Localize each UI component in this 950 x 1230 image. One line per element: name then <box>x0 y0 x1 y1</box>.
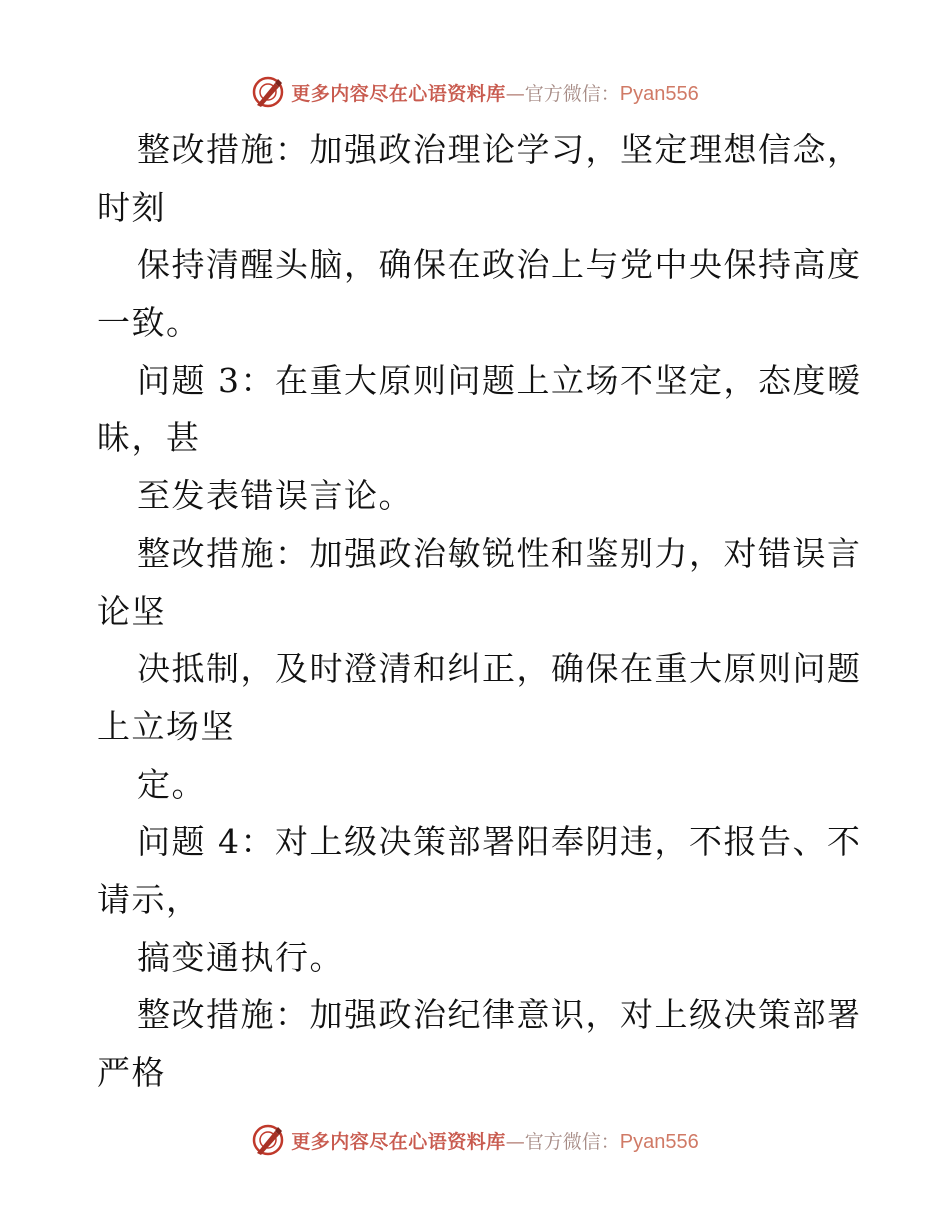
pen-logo-icon <box>251 75 285 109</box>
watermark-dash: — <box>505 82 525 105</box>
text-line: 至发表错误言论。 <box>137 476 413 516</box>
header-watermark <box>0 72 950 112</box>
text-line: 定。 <box>137 764 206 804</box>
text-line: 整改措施：加强政治敏锐性和鉴别力，对错误言 <box>137 533 862 573</box>
text-line: 一致。 <box>97 303 201 343</box>
text-line: 请示， <box>97 879 201 919</box>
text-line: 整改措施：加强政治纪律意识，对上级决策部署 <box>137 995 862 1035</box>
text-line: 整改措施：加强政治理论学习，坚定理想信念， <box>137 130 862 169</box>
text-line: 保持清醒头脑，确保在政治上与党中央保持高度 <box>137 245 862 285</box>
watermark-brand: 更多内容尽在心语资料库 <box>291 82 506 105</box>
watermark-wechat-id: Pyan556 <box>619 82 699 105</box>
watermark-wechat-id: Pyan556 <box>619 1130 699 1153</box>
text-line: 严格 <box>97 1053 166 1092</box>
text-line: 论坚 <box>97 591 166 631</box>
text-line: 时刻 <box>97 187 166 227</box>
text-line: 上立场坚 <box>97 706 235 746</box>
watermark-label: 官方微信： <box>524 1130 620 1153</box>
pen-logo-icon <box>251 1123 285 1157</box>
watermark-label: 官方微信： <box>524 82 620 105</box>
text-line: 昧，甚 <box>97 418 201 458</box>
text-line: 决抵制，及时澄清和纠正，确保在重大原则问题 <box>137 649 862 689</box>
text-line: 问题 4：对上级决策部署阳奉阴违，不报告、不 <box>137 822 862 862</box>
footer-watermark <box>0 1120 950 1160</box>
text-line: 问题 3：在重大原则问题上立场不坚定，态度暧 <box>137 360 862 400</box>
watermark-brand: 更多内容尽在心语资料库 <box>291 1130 506 1153</box>
text-line: 搞变通执行。 <box>137 937 344 977</box>
document-body <box>97 121 862 1102</box>
watermark-dash: — <box>505 1130 525 1153</box>
